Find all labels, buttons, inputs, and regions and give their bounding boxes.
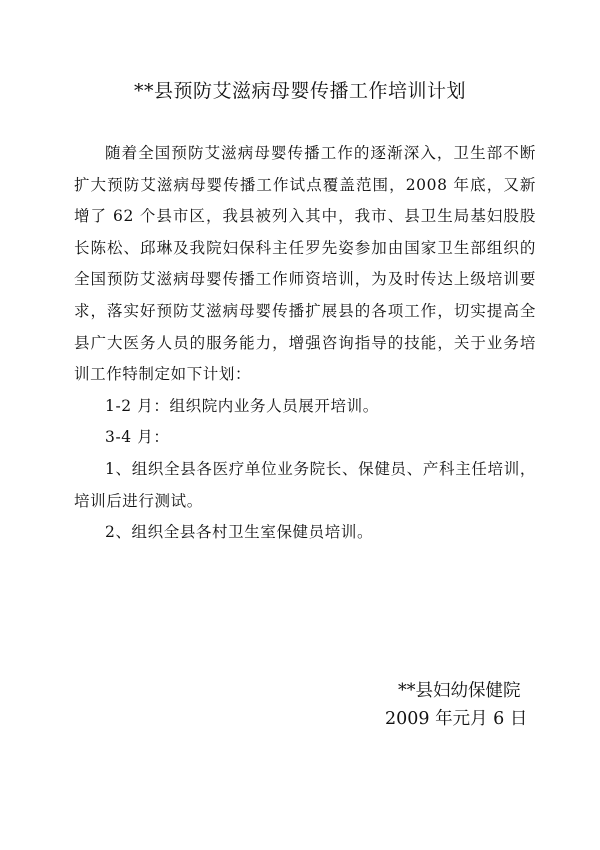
plan-item-mar-apr-heading: 3-4 月： xyxy=(105,428,170,447)
intro-paragraph: 随着全国预防艾滋病母婴传播工作的逐渐深入，卫生部不断扩大预防艾滋病母婴传播工作试点覆盖范围，2008 年底，又新增了 62 个县市区，我县被列入其中，我市、县卫生局基妇股股长陈松、邱琳及我院妇保科主任罗先姿参加由国家卫生部组织的全国预防艾滋病母婴传播工作师资培训，为及时传达上级培训要求，落实好预防艾滋病母婴传播扩展县的各项工作，切实提高全县广大医务人员的服务能力，增强咨询指导的技能，关于业务培训工作特制定如下计划： xyxy=(74,144,536,384)
plan-subitem-2: 2、组织全县各村卫生室保健员培训。 xyxy=(105,523,374,542)
plan-item-jan-feb: 1-2 月：组织院内业务人员展开培训。 xyxy=(105,396,379,415)
plan-subitem-1: 1、组织全县各医疗单位业务院长、保健员、产科主任培训，培训后进行测试。 xyxy=(74,459,536,510)
document-body xyxy=(74,138,536,549)
signature-organization: **县妇幼保健院 xyxy=(398,681,521,701)
document-title: **县预防艾滋病母婴传播工作培训计划 xyxy=(133,80,466,102)
signature-date: 2009 年元月 6 日 xyxy=(385,709,528,729)
